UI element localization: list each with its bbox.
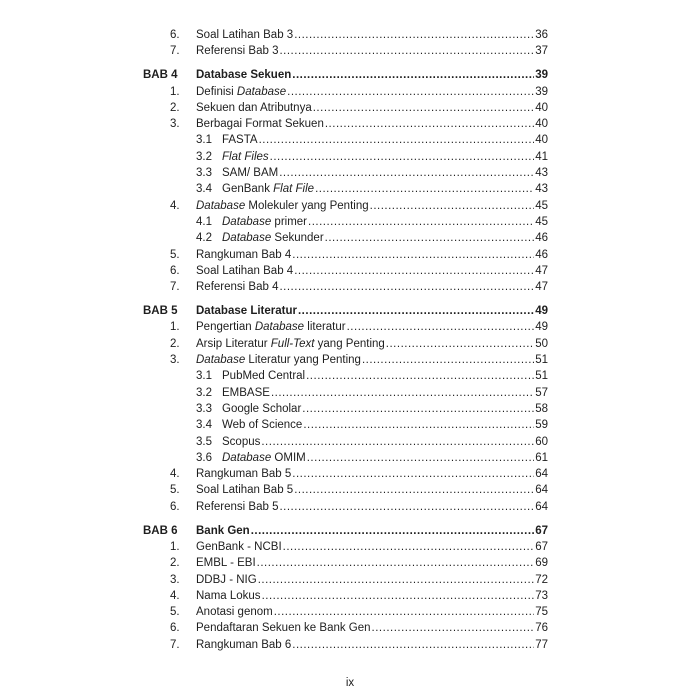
entry-title-segment: Database — [222, 215, 272, 228]
dot-leader — [294, 27, 534, 43]
dot-leader — [307, 450, 534, 466]
entry-title-segment: EMBL - EBI — [196, 557, 256, 570]
dot-leader — [279, 165, 534, 181]
entry-page-number: 57 — [535, 386, 548, 399]
entry-title — [196, 482, 293, 498]
entry-title-segment: Database — [196, 354, 246, 367]
entry-title-segment: Referensi Bab 5 — [196, 500, 279, 513]
entry-title — [196, 539, 282, 555]
entry-number: 2. — [170, 101, 180, 114]
entry-page-number: 61 — [535, 451, 548, 464]
entry-page-number: 40 — [535, 101, 548, 114]
dot-leader — [279, 279, 534, 295]
toc-entry[interactable] — [143, 198, 548, 214]
toc-entry[interactable] — [143, 247, 548, 263]
dot-leader — [303, 417, 534, 433]
entry-title — [196, 466, 291, 482]
entry-title-segment: DDBJ - NIG — [196, 573, 257, 586]
entry-title-segment: Soal Latihan Bab 3 — [196, 29, 294, 41]
entry-page-number: 37 — [535, 45, 548, 58]
toc-subsection-entry[interactable] — [143, 132, 548, 148]
entry-number: 3. — [170, 354, 180, 367]
entry-title — [196, 319, 346, 335]
entry-title-segment: Bank Gen — [196, 524, 250, 537]
entry-title — [222, 214, 307, 230]
toc-entry[interactable] — [143, 116, 548, 132]
entry-title — [222, 401, 301, 417]
dot-leader — [325, 116, 534, 132]
toc-entry[interactable] — [143, 319, 548, 335]
entry-title — [222, 149, 269, 165]
entry-title-segment: Rangkuman Bab 6 — [196, 638, 292, 651]
dot-leader — [262, 588, 535, 604]
entry-title-segment: yang Penting — [314, 337, 385, 350]
dot-leader — [370, 198, 535, 214]
toc-entry[interactable] — [143, 555, 548, 571]
entry-page-number: 59 — [535, 419, 548, 432]
entry-number: 3. — [170, 573, 180, 586]
entry-number: 4.1 — [196, 215, 212, 228]
toc-subsection-entry[interactable] — [143, 401, 548, 417]
entry-title-segment: GenBank - NCBI — [196, 540, 282, 553]
entry-number: 5. — [170, 484, 180, 497]
entry-title — [222, 165, 278, 181]
entry-number: 2. — [170, 337, 180, 350]
dot-leader — [292, 637, 534, 653]
entry-page-number: 46 — [535, 248, 548, 261]
entry-title-segment: Definisi — [196, 85, 237, 98]
entry-title — [196, 100, 312, 116]
chapter-label: BAB 6 — [143, 524, 178, 537]
entry-title-segment: Sekuen dan Atributnya — [196, 101, 312, 114]
entry-title — [196, 27, 293, 43]
entry-title-segment: Database — [236, 85, 287, 98]
toc-subsection-entry[interactable] — [143, 165, 548, 181]
entry-title-segment: OMIM — [271, 451, 306, 464]
entry-number: 6. — [170, 500, 180, 513]
entry-title-segment: FASTA — [222, 134, 258, 147]
toc-entry[interactable] — [143, 336, 548, 352]
entry-number: 4. — [170, 589, 180, 602]
entry-title-segment: GenBank — [222, 183, 274, 196]
entry-number: 6. — [170, 264, 180, 277]
dot-leader — [306, 368, 534, 384]
entry-title-segment: Database Literatur — [196, 305, 297, 318]
dot-leader — [283, 539, 535, 555]
dot-leader — [251, 523, 535, 539]
entry-title — [222, 385, 270, 401]
entry-page-number: 73 — [535, 589, 548, 602]
entry-title-segment: Anotasi genom — [196, 606, 273, 619]
entry-page-number: 46 — [535, 232, 548, 245]
entry-title-segment: literatur — [304, 321, 346, 334]
dot-leader — [292, 67, 534, 83]
dot-leader — [347, 319, 535, 335]
dot-leader — [372, 620, 535, 636]
entry-title — [196, 336, 385, 352]
entry-title — [196, 43, 278, 59]
entry-title — [222, 132, 258, 148]
toc-entry[interactable] — [143, 100, 548, 116]
entry-number: 5. — [170, 606, 180, 619]
entry-number: 3.6 — [196, 451, 212, 464]
entry-number: 7. — [170, 45, 180, 58]
toc-entry[interactable] — [143, 588, 548, 604]
entry-title-segment: Database — [196, 199, 246, 212]
entry-page-number: 49 — [535, 321, 548, 334]
chapter-label: BAB 4 — [143, 69, 178, 82]
entry-title — [196, 637, 291, 653]
dot-leader — [258, 572, 535, 588]
dot-leader — [274, 604, 534, 620]
entry-number: 7. — [170, 638, 180, 651]
entry-title-segment: Rangkuman Bab 5 — [196, 468, 292, 481]
chapter-label: BAB 5 — [143, 305, 178, 318]
entry-title-segment: PubMed Central — [222, 370, 306, 383]
entry-title — [196, 523, 250, 539]
toc-subsection-entry[interactable] — [143, 417, 548, 433]
entry-title — [196, 263, 293, 279]
entry-title-segment: Scopus — [222, 435, 261, 448]
toc-chapter-entry[interactable] — [143, 303, 548, 319]
entry-number: 3.3 — [196, 167, 212, 180]
table-of-contents — [143, 27, 548, 653]
entry-title-segment: Referensi Bab 3 — [196, 45, 279, 58]
entry-title-segment: Soal Latihan Bab 5 — [196, 484, 294, 497]
entry-title — [222, 434, 260, 450]
entry-title — [196, 116, 324, 132]
entry-title-segment: Arsip Literatur — [196, 337, 271, 350]
entry-number: 1. — [170, 540, 180, 553]
page-number: ix — [345, 677, 355, 689]
entry-number: 1. — [170, 85, 180, 98]
entry-title — [222, 368, 305, 384]
entry-number: 5. — [170, 248, 180, 261]
entry-page-number: 64 — [535, 484, 548, 497]
entry-page-number: 64 — [535, 500, 548, 513]
entry-title-segment: Nama Lokus — [196, 589, 261, 602]
entry-title-segment: Google Scholar — [222, 402, 302, 415]
toc-subsection-entry[interactable] — [143, 368, 548, 384]
entry-title-segment: Database — [222, 451, 272, 464]
entry-page-number: 43 — [535, 183, 548, 196]
toc-chapter-entry[interactable] — [143, 67, 548, 83]
entry-title-segment: Sekunder — [271, 232, 324, 245]
dot-leader — [308, 214, 534, 230]
entry-number: 3.2 — [196, 150, 212, 163]
entry-title-segment: Flat Files — [222, 150, 269, 163]
dot-leader — [257, 555, 535, 571]
entry-page-number: 47 — [535, 264, 548, 277]
dot-leader — [261, 434, 534, 450]
toc-entry[interactable] — [143, 84, 548, 100]
dot-leader — [292, 466, 534, 482]
dot-leader — [271, 385, 534, 401]
entry-title — [196, 352, 361, 368]
toc-entry[interactable] — [143, 352, 548, 368]
dot-leader — [259, 132, 535, 148]
toc-entry[interactable] — [143, 263, 548, 279]
entry-page-number: 60 — [535, 435, 548, 448]
entry-number: 1. — [170, 321, 180, 334]
entry-title-segment: Molekuler yang Penting — [245, 199, 369, 212]
entry-title — [196, 303, 297, 319]
entry-page-number: 58 — [535, 402, 548, 415]
entry-page-number: 51 — [535, 370, 548, 383]
dot-leader — [279, 43, 534, 59]
entry-page-number: 64 — [535, 468, 548, 481]
dot-leader — [315, 181, 534, 197]
entry-title — [222, 417, 302, 433]
entry-number: 6. — [170, 29, 180, 41]
entry-page-number: 69 — [535, 557, 548, 570]
dot-leader — [279, 499, 534, 515]
entry-page-number: 43 — [535, 167, 548, 180]
dot-leader — [302, 401, 534, 417]
dot-leader — [386, 336, 534, 352]
entry-title-segment: Full-Text — [270, 337, 315, 350]
dot-leader — [325, 230, 535, 246]
toc-entry[interactable] — [143, 604, 548, 620]
toc-entry[interactable] — [143, 539, 548, 555]
toc-subsection-entry[interactable] — [143, 434, 548, 450]
entry-number: 3.4 — [196, 183, 212, 196]
toc-subsection-entry[interactable] — [143, 181, 548, 197]
entry-title-segment: Berbagai Format Sekuen — [196, 118, 324, 131]
entry-title — [222, 230, 324, 246]
entry-title-segment: Pengertian — [196, 321, 255, 334]
toc-subsection-entry[interactable] — [143, 450, 548, 466]
entry-title-segment: Web of Science — [222, 419, 303, 432]
entry-page-number: 45 — [535, 215, 548, 228]
entry-number: 3.3 — [196, 402, 212, 415]
entry-title — [222, 181, 314, 197]
toc-subsection-entry[interactable] — [143, 149, 548, 165]
dot-leader — [270, 149, 535, 165]
entry-title — [196, 555, 256, 571]
entry-page-number: 67 — [535, 540, 548, 553]
entry-page-number: 76 — [535, 622, 548, 635]
entry-page-number: 67 — [535, 524, 548, 537]
toc-entry[interactable] — [143, 27, 548, 43]
toc-entry[interactable] — [143, 499, 548, 515]
entry-title — [196, 588, 261, 604]
entry-title-segment: Database Sekuen — [196, 69, 292, 82]
dot-leader — [313, 100, 534, 116]
entry-number: 4.2 — [196, 232, 212, 245]
entry-page-number: 41 — [535, 150, 548, 163]
dot-leader — [292, 247, 534, 263]
entry-page-number: 75 — [535, 606, 548, 619]
entry-number: 3.1 — [196, 370, 212, 383]
entry-number: 6. — [170, 622, 180, 635]
entry-title — [196, 198, 369, 214]
toc-entry[interactable] — [143, 279, 548, 295]
toc-entry[interactable] — [143, 572, 548, 588]
entry-number: 3.4 — [196, 419, 212, 432]
entry-page-number: 39 — [535, 69, 548, 82]
entry-title-segment: EMBASE — [222, 386, 270, 399]
entry-page-number: 50 — [535, 337, 548, 350]
toc-entry[interactable] — [143, 482, 548, 498]
toc-subsection-entry[interactable] — [143, 385, 548, 401]
entry-title-segment: primer — [271, 215, 308, 228]
entry-title — [196, 279, 278, 295]
toc-entry[interactable] — [143, 620, 548, 636]
entry-title — [196, 67, 291, 83]
entry-title-segment: Referensi Bab 4 — [196, 281, 279, 294]
entry-number: 3.2 — [196, 386, 212, 399]
entry-page-number: 36 — [535, 29, 548, 41]
dot-leader — [294, 263, 534, 279]
entry-number: 3.1 — [196, 134, 212, 147]
entry-number: 3. — [170, 118, 180, 131]
entry-title-segment: SAM/ BAM — [222, 167, 279, 180]
toc-entry[interactable] — [143, 466, 548, 482]
entry-page-number: 45 — [535, 199, 548, 212]
entry-title — [196, 84, 286, 100]
entry-page-number: 49 — [535, 305, 548, 318]
entry-title — [196, 247, 291, 263]
entry-title-segment: Soal Latihan Bab 4 — [196, 264, 294, 277]
entry-title-segment: Pendaftaran Sekuen ke Bank Gen — [196, 622, 371, 635]
entry-page-number: 40 — [535, 134, 548, 147]
entry-number: 7. — [170, 281, 180, 294]
entry-title — [196, 620, 371, 636]
dot-leader — [362, 352, 534, 368]
entry-page-number: 39 — [535, 85, 548, 98]
toc-entry[interactable] — [143, 637, 548, 653]
entry-page-number: 40 — [535, 118, 548, 131]
entry-page-number: 77 — [535, 638, 548, 651]
entry-title — [196, 499, 278, 515]
entry-title-segment: Literatur yang Penting — [245, 354, 361, 367]
toc-subsection-entry[interactable] — [143, 214, 548, 230]
entry-title-segment: Database — [222, 232, 272, 245]
dot-leader — [287, 84, 534, 100]
entry-page-number: 51 — [535, 354, 548, 367]
toc-subsection-entry[interactable] — [143, 230, 548, 246]
entry-number: 2. — [170, 557, 180, 570]
toc-entry[interactable] — [143, 43, 548, 59]
dot-leader — [298, 303, 534, 319]
entry-number: 3.5 — [196, 435, 212, 448]
entry-number: 4. — [170, 199, 180, 212]
entry-title-segment: Rangkuman Bab 4 — [196, 248, 292, 261]
entry-title-segment: Database — [254, 321, 305, 334]
entry-number: 4. — [170, 468, 180, 481]
entry-title-segment: Flat File — [273, 183, 315, 196]
entry-title — [196, 572, 257, 588]
entry-title — [196, 604, 273, 620]
entry-page-number: 72 — [535, 573, 548, 586]
entry-title — [222, 450, 306, 466]
dot-leader — [294, 482, 534, 498]
entry-page-number: 47 — [535, 281, 548, 294]
toc-chapter-entry[interactable] — [143, 523, 548, 539]
